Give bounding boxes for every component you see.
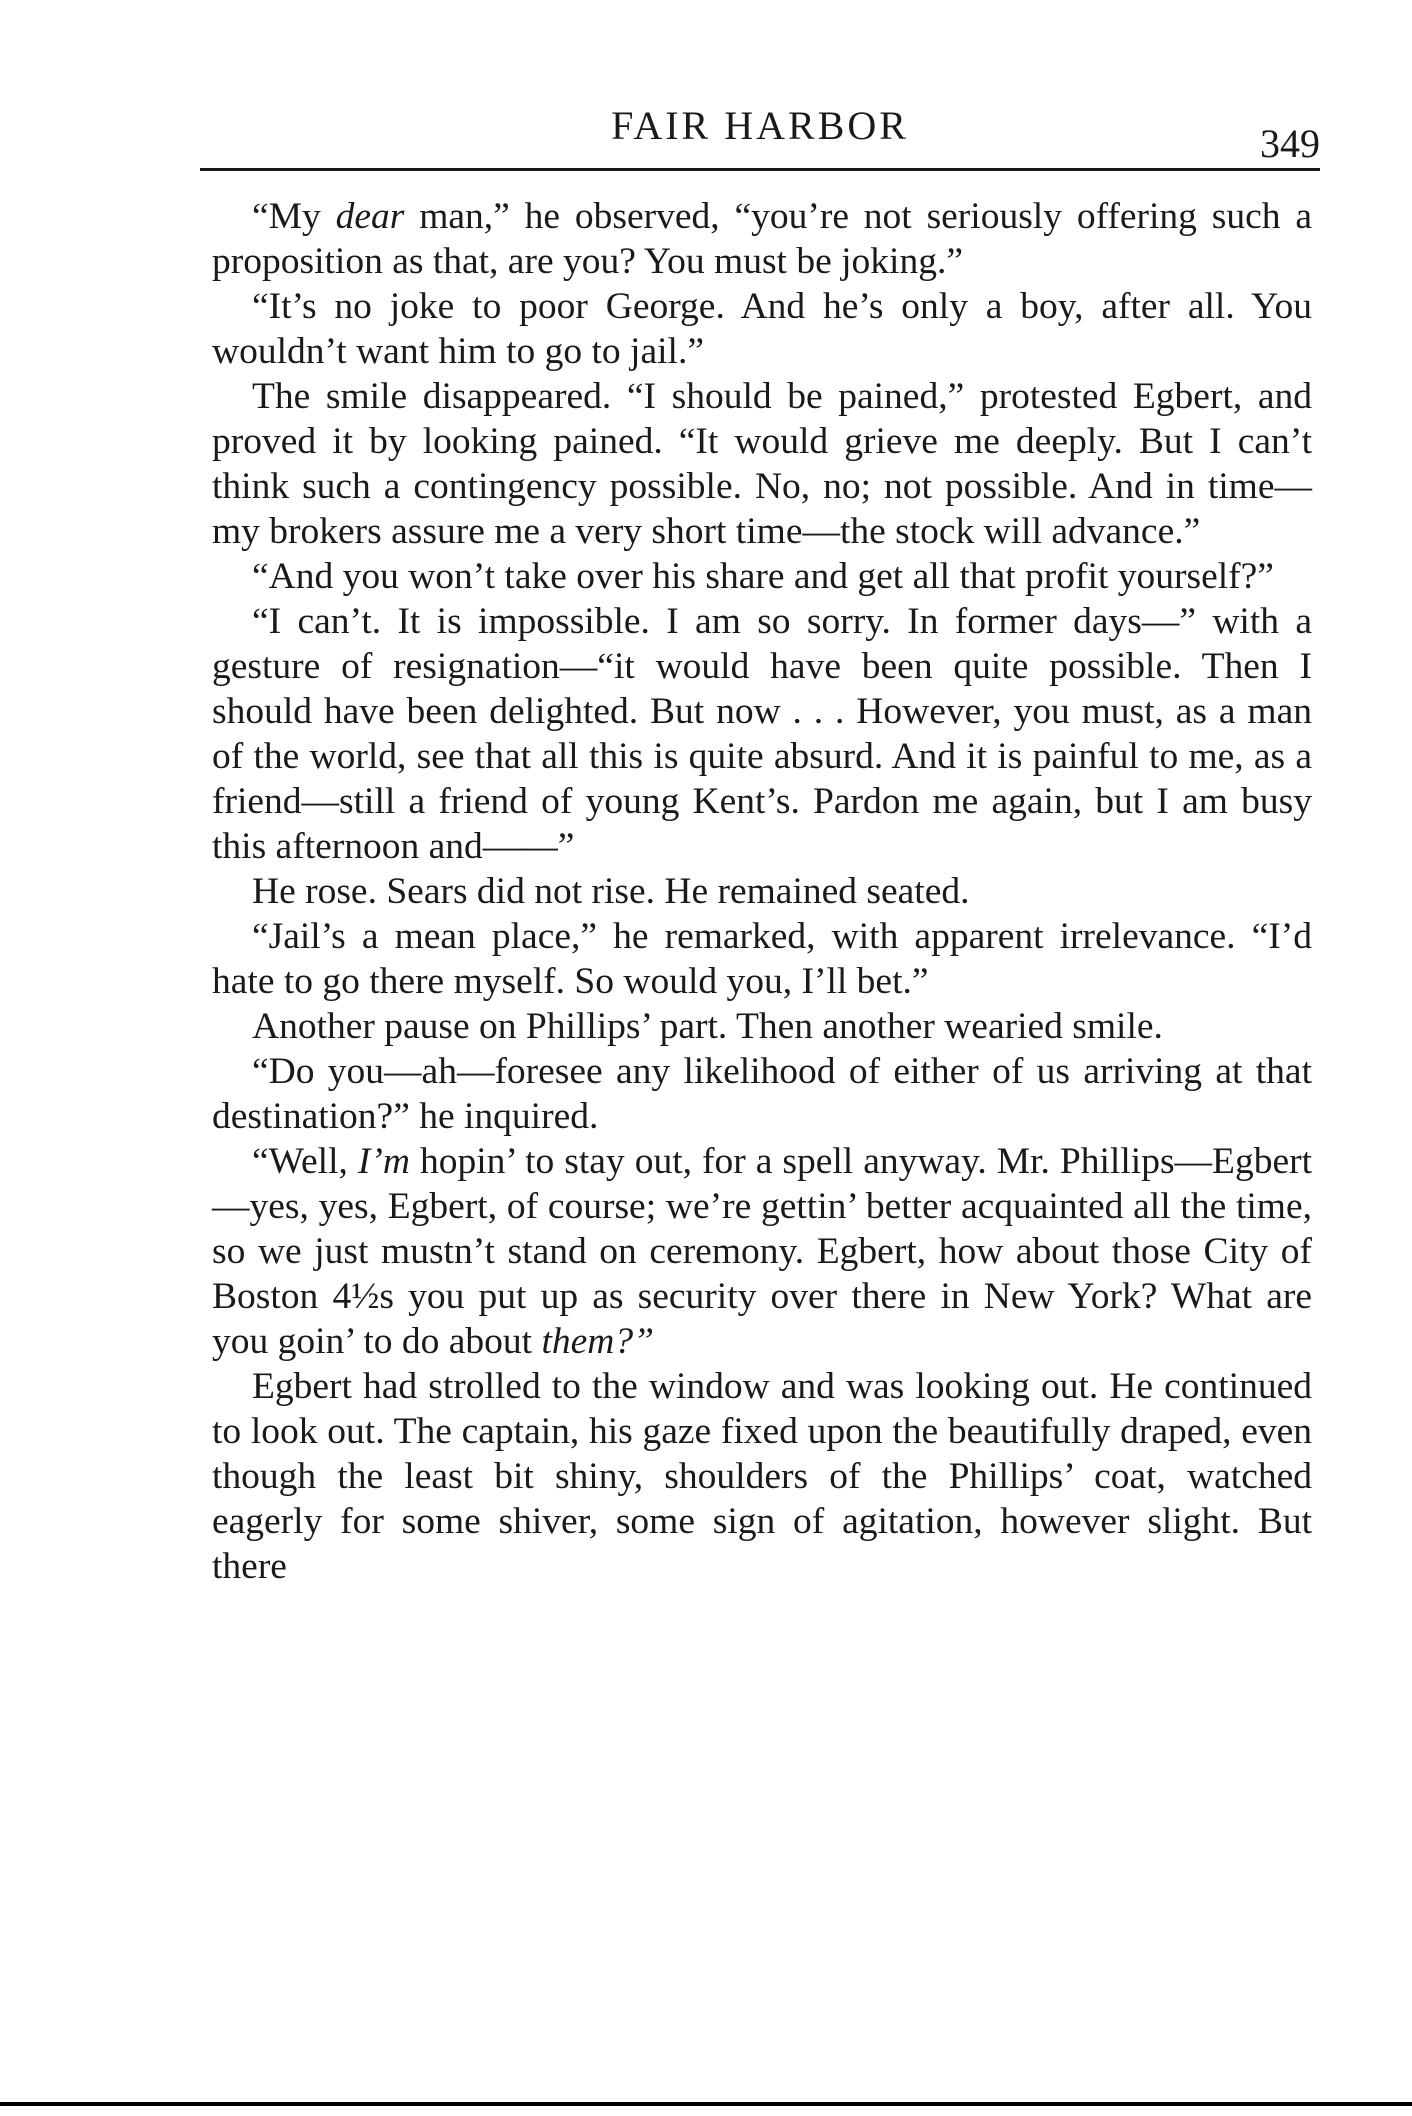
paragraph [212,869,1312,914]
paragraph-text: He rose. Sears did not rise. He remained seated. [252,871,970,912]
paragraph-text: “And you won’t take over his share and get all that profit yourself?” [252,556,1274,597]
italic-text: dear [335,196,405,237]
paragraph-text: “My [252,196,336,237]
paragraph-text: man,” he observed, “you’re not seriously offering such a proposition as that, are you? You must be joking.” [212,196,1312,282]
italic-text: them?” [541,1321,654,1362]
header-rule [200,168,1320,171]
paragraph [212,194,1312,284]
paragraph-text: “Jail’s a mean place,” he remarked, with apparent irrelevance. “I’d hate to go there myself. So would you, I’ll bet.” [212,916,1312,1002]
body-text [212,194,1312,1589]
scan-bottom-edge [0,2102,1412,2106]
paragraph [212,1139,1312,1364]
paragraph [212,374,1312,554]
paragraph [212,599,1312,869]
paragraph [212,284,1312,374]
paragraph-text: “I can’t. It is impossible. I am so sorry. In former days—” with a gesture of resignation—“it would have been quite possible. Then I should have been delighted. But now . . . However, you must, as a man of the world, see that all this is quite absurd. And it is painful to me, as a friend—still a friend of young Kent’s. Pardon me again, but I am busy this afternoon and——” [212,601,1312,867]
paragraph [212,1364,1312,1589]
paragraph [212,1004,1312,1049]
paragraph [212,554,1312,599]
paragraph-text: “Well, [252,1141,358,1182]
running-head [200,102,1320,166]
paragraph-text: Another pause on Phillips’ part. Then another wearied smile. [252,1006,1163,1047]
paragraph [212,914,1312,1004]
paragraph-text: Egbert had strolled to the window and was looking out. He continued to look out. The captain, his gaze fixed upon the beautifully draped, even though the least bit shiny, shoulders of the Phillips’ coat, watched eagerly for some shiver, some sign of agitation, however slight. But there [212,1366,1312,1587]
paragraph-text: “It’s no joke to poor George. And he’s only a boy, after all. You wouldn’t want him to go to jail.” [212,286,1312,372]
paragraph-text: The smile disappeared. “I should be pained,” protested Egbert, and proved it by looking pained. “It would grieve me deeply. But I can’t think such a contingency possible. No, no; not possible. And in time—my brokers assure me a very short time—the stock will advance.” [212,376,1312,552]
paragraph [212,1049,1312,1139]
italic-text: I’m [357,1141,410,1182]
paragraph-text: “Do you—ah—foresee any likelihood of either of us arriving at that destination?” he inquired. [212,1051,1312,1137]
page-number: 349 [1260,121,1320,166]
paragraph-text: hopin’ to stay out, for a spell anyway. Mr. Phillips—Egbert—yes, yes, Egbert, of course; we’re gettin’ better acquainted all the time, so we just mustn’t stand on ceremony. Egbert, how about those City of Boston 4½s you put up as security over there in New York? What are you goin’ to do about [212,1141,1312,1362]
running-title: FAIR HARBOR [611,103,909,148]
